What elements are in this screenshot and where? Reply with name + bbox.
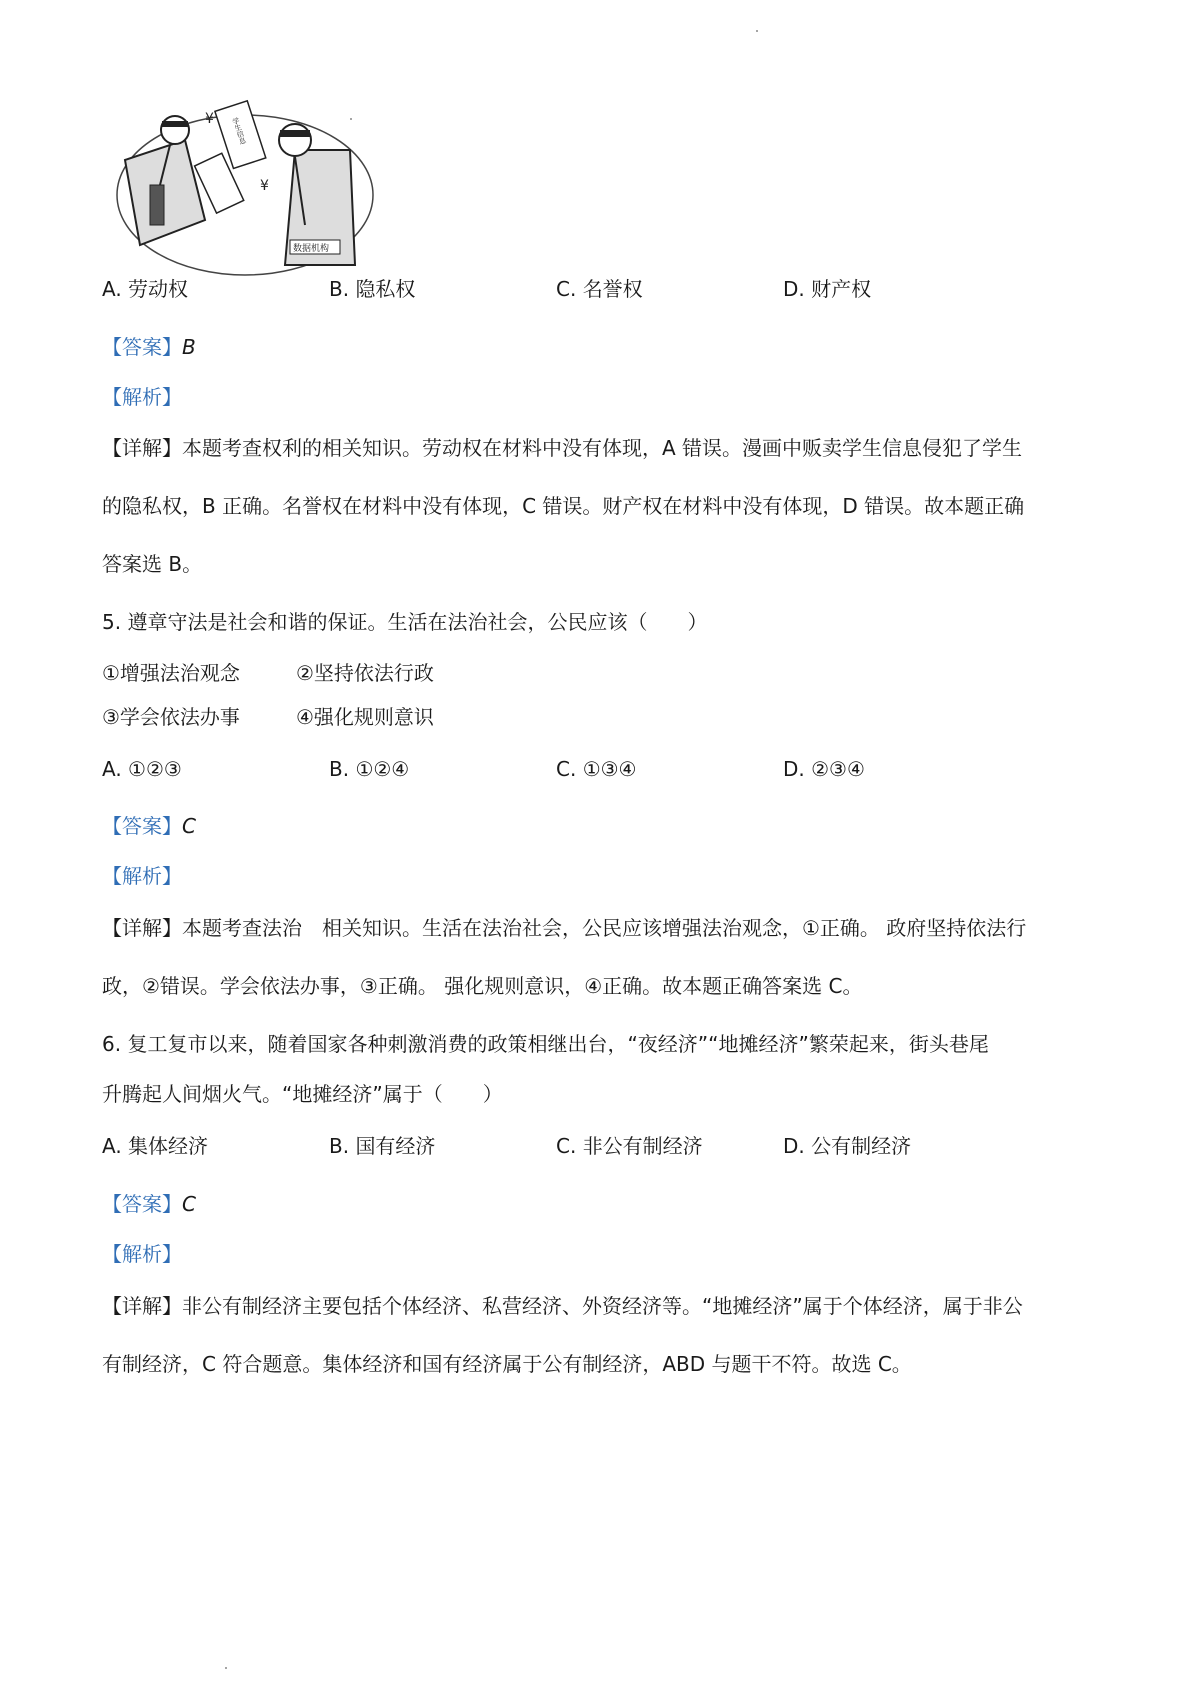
q6-detail-line-1: 【详解】非公有制经济主要包括个体经济、私营经济、外资经济等。“地摊经济”属于个体经济，属于非公 bbox=[102, 1294, 1023, 1318]
q6-option-a: A. 集体经济 bbox=[102, 1134, 209, 1158]
q4-option-b: B. 隐私权 bbox=[329, 277, 416, 301]
q5-detail-line-1: 【详解】本题考查法治 相关知识。生活在法治社会，公民应该增强法治观念，①正确。 政府坚持依法行 bbox=[102, 916, 1027, 940]
q4-analysis-label: 【解析】 bbox=[102, 385, 182, 409]
sign-right: 数据机构 bbox=[293, 244, 330, 254]
q5-item-1: ①增强法治观念 bbox=[102, 661, 240, 685]
q5-item-2: ②坚持依法行政 bbox=[296, 661, 434, 685]
scan-speck bbox=[350, 118, 352, 120]
q5-option-c: C. ①③④ bbox=[556, 757, 637, 781]
q6-option-d: D. 公有制经济 bbox=[783, 1134, 912, 1158]
q6-option-b: B. 国有经济 bbox=[329, 1134, 436, 1158]
q5-item-3: ③学会依法办事 bbox=[102, 705, 240, 729]
q4-option-a: A. 劳动权 bbox=[102, 277, 189, 301]
q4-option-d: D. 财产权 bbox=[783, 277, 872, 301]
q5-option-d: D. ②③④ bbox=[783, 757, 865, 781]
q5-option-b: B. ①②④ bbox=[329, 757, 410, 781]
q5-answer: 【答案】C bbox=[102, 814, 196, 838]
q4-detail-line-1: 【详解】本题考查权利的相关知识。劳动权在材料中没有体现，A 错误。漫画中贩卖学生信息侵犯了学生 bbox=[102, 436, 1023, 460]
q6-stem-line-2: 升腾起人间烟火气。“地摊经济”属于（ ） bbox=[102, 1082, 503, 1106]
q4-option-c: C. 名誉权 bbox=[556, 277, 643, 301]
q6-stem-line-1: 6. 复工复市以来，随着国家各种刺激消费的政策相继出台，“夜经济”“地摊经济”繁荣起来，街头巷尾 bbox=[102, 1032, 989, 1056]
svg-text:¥: ¥ bbox=[205, 111, 214, 127]
q6-detail-line-2: 有制经济，C 符合题意。集体经济和国有经济属于公有制经济，ABD 与题干不符。故选 C。 bbox=[102, 1352, 912, 1376]
q6-analysis-label: 【解析】 bbox=[102, 1242, 182, 1266]
q4-detail-line-3: 答案选 B。 bbox=[102, 552, 203, 576]
scan-speck bbox=[225, 1667, 227, 1669]
sign-left: 学生信息 bbox=[230, 116, 248, 146]
q5-stem: 5. 遵章守法是社会和谐的保证。生活在法治社会，公民应该（ ） bbox=[102, 610, 708, 634]
q6-option-c: C. 非公有制经济 bbox=[556, 1134, 703, 1158]
svg-text:¥: ¥ bbox=[260, 178, 269, 194]
q4-detail-line-2: 的隐私权，B 正确。名誉权在材料中没有体现，C 错误。财产权在材料中没有体现，D 错误。故本题正确 bbox=[102, 494, 1025, 518]
q5-item-4: ④强化规则意识 bbox=[296, 705, 434, 729]
scan-speck bbox=[756, 30, 758, 32]
q6-answer: 【答案】C bbox=[102, 1192, 196, 1216]
q5-detail-line-2: 政，②错误。学会依法办事，③正确。 强化规则意识，④正确。故本题正确答案选 C。 bbox=[102, 974, 863, 998]
q5-analysis-label: 【解析】 bbox=[102, 864, 182, 888]
q4-answer: 【答案】B bbox=[102, 335, 196, 359]
cartoon-illustration bbox=[110, 95, 380, 280]
q5-option-a: A. ①②③ bbox=[102, 757, 182, 781]
